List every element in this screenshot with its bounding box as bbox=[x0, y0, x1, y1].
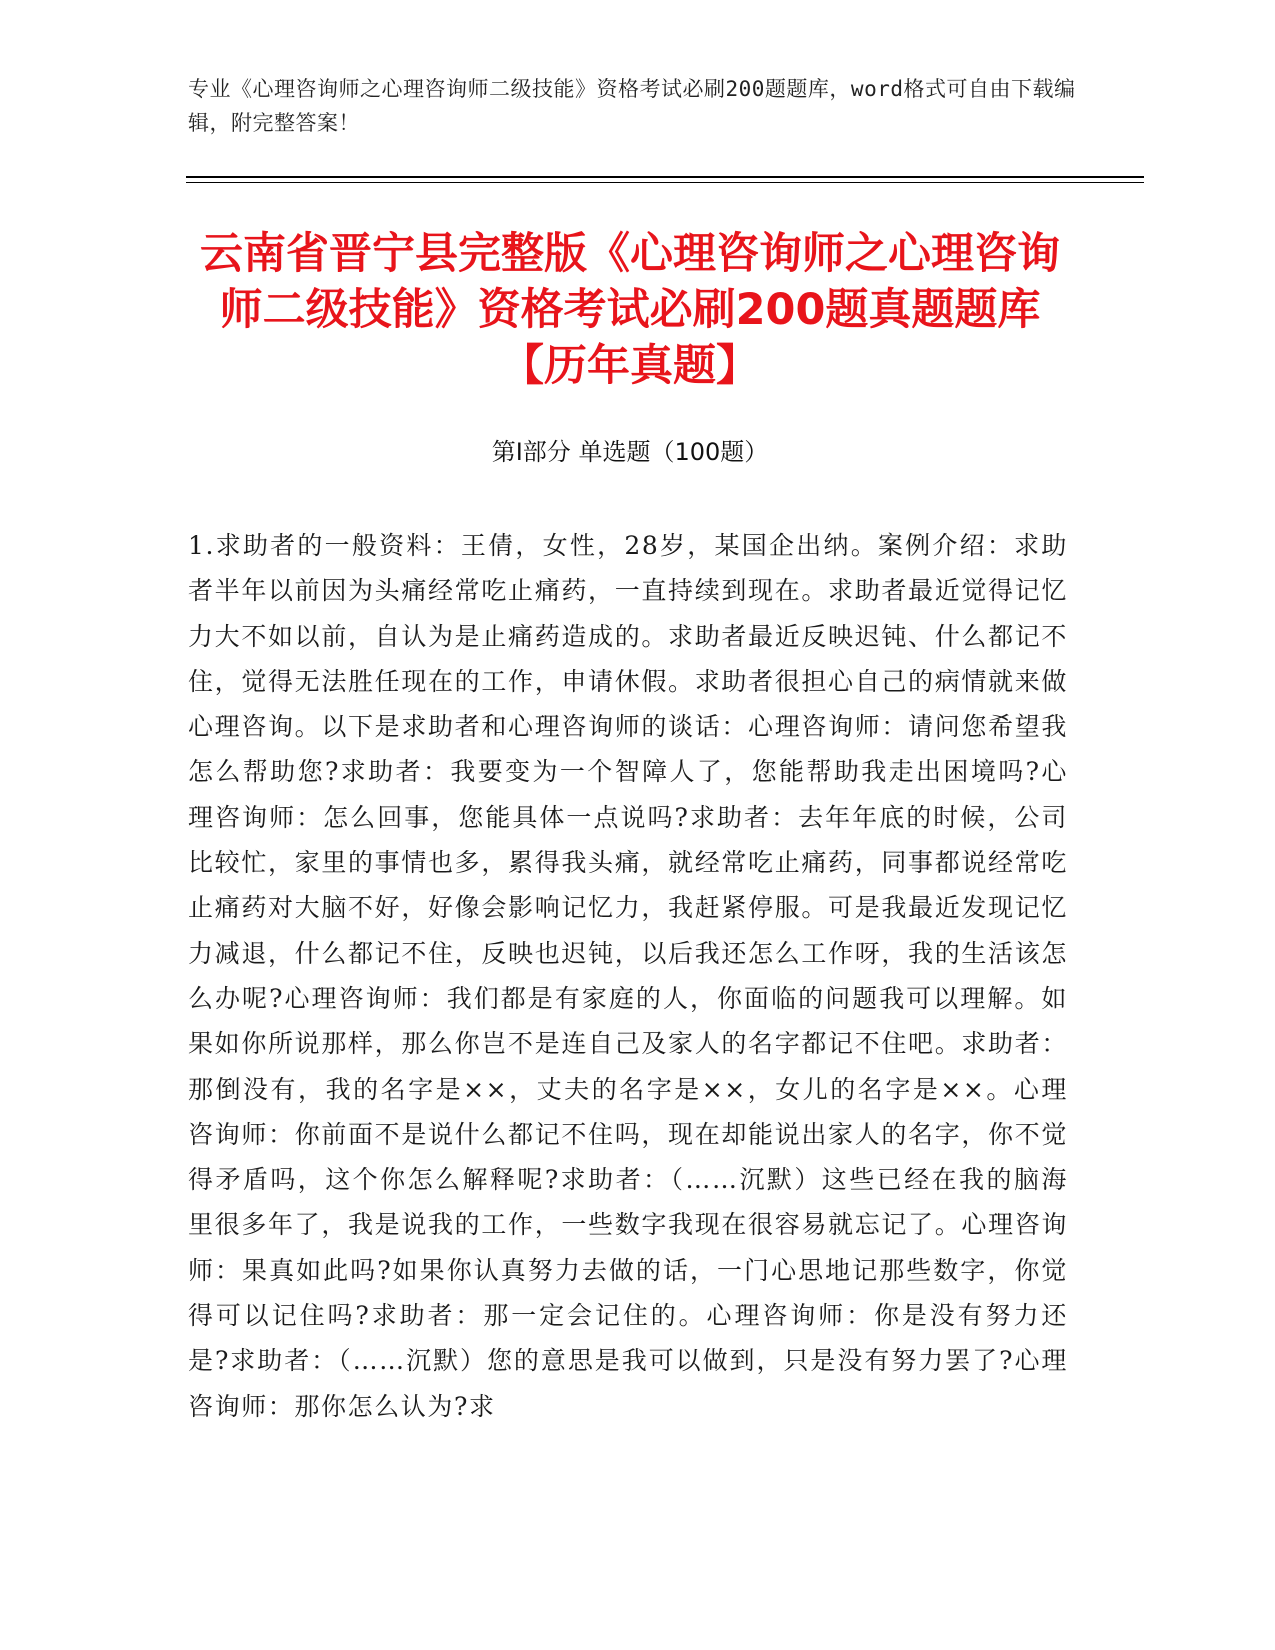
header-divider-thin bbox=[186, 182, 1144, 183]
header-divider-thick bbox=[186, 176, 1144, 178]
document-title: 云南省晋宁县完整版《心理咨询师之心理咨询师二级技能》资格考试必刷200题真题题库【历年真题】 bbox=[200, 229, 1060, 391]
header-note: 专业《心理咨询师之心理咨询师二级技能》资格考试必刷200题题库，word格式可自由下载编辑，附完整答案！ bbox=[188, 77, 1076, 135]
question-text: 1.求助者的一般资料：王倩，女性，28岁，某国企出纳。案例介绍：求助者半年以前因为头痛经常吃止痛药，一直持续到现在。求助者最近觉得记忆力大不如以前，自认为是止痛药造成的。求助者最近反映迟钝、什么都记不住，觉得无法胜任现在的工作，申请休假。求助者很担心自己的病情就来做心理咨询。以下是求助者和心理咨询师的谈话：心理咨询师：请问您希望我怎么帮助您?求助者：我要变为一个智障人了，您能帮助我走出困境吗?心理咨询师：怎么回事，您能具体一点说吗?求助者：去年年底的时候，公司比较忙，家里的事情也多，累得我头痛，就经常吃止痛药，同事都说经常吃止痛药对大脑不好，好像会影响记忆力，我赶紧停服。可是我最近发现记忆力减退，什么都记不住，反映也迟钝，以后我还怎么工作呀，我的生活该怎么办呢?心理咨询师：我们都是有家庭的人，你面临的问题我可以理解。如果如你所说那样，那么你岂不是连自己及家人的名字都记不住吧。求助者：那倒没有，我的名字是××，丈夫的名字是××，女儿的名字是××。心理咨询师：你前面不是说什么都记不住吗，现在却能说出家人的名字，你不觉得矛盾吗，这个你怎么解释呢?求助者：（……沉默）这些已经在我的脑海里很多年了，我是说我的工作，一些数字我现在很容易就忘记了。心理咨询师：果真如此吗?如果你认真努力去做的话，一门心思地记那些数字，你觉得可以记住吗?求助者：那一定会记住的。心理咨询师：你是没有努力还是?求助者：（……沉默）您的意思是我可以做到，只是没有努力罢了?心理咨询师：那你怎么认为?求 bbox=[188, 531, 1068, 1421]
section-title: 第Ⅰ部分 单选题（100题） bbox=[491, 438, 769, 466]
